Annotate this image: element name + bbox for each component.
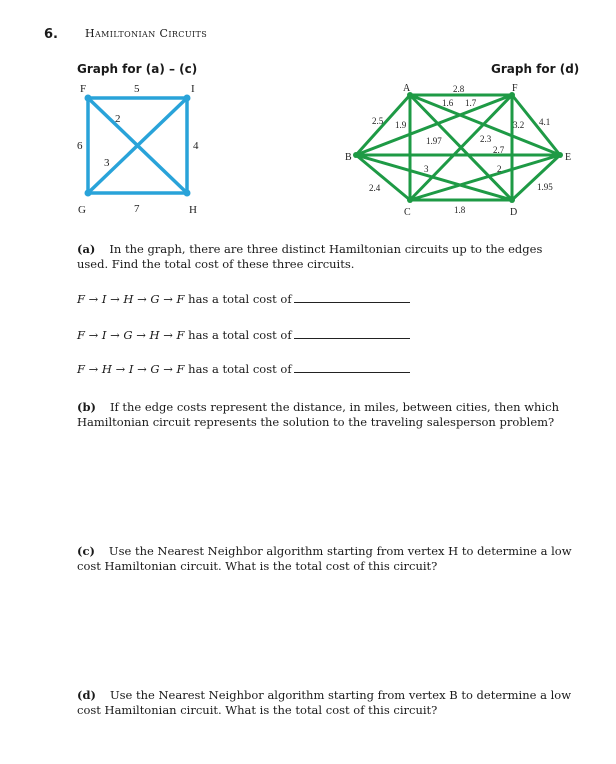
circuit-1-path: F → I → H → G → F [77,292,185,306]
w-fc-top: 1.6 [442,98,454,108]
edge-label-fg: 6 [77,140,83,152]
w-ae: 1.97 [426,136,442,146]
circuit-2-suffix: has a total cost of [188,328,292,342]
edge-label-fi: 5 [134,83,140,95]
vertex-h: H [189,204,197,216]
part-c-text: Use the Nearest Neighbor algorithm starting from vertex H to determine a low cost Hamiltonian circuit. What is the total cost of this circuit? [77,544,572,573]
vertex-c: C [404,207,411,218]
w-ac: 1.9 [395,120,407,130]
w-bd: 3 [424,164,429,174]
graph-left [60,78,220,218]
w-fc: 2.7 [493,145,505,155]
w-af: 2.8 [453,84,465,94]
part-d-label: (d) [77,688,96,702]
w-fe: 4.1 [539,117,551,127]
part-a-text: In the graph, there are three distinct Hamiltonian circuits up to the edges used. Find the total cost of these three circuits. [77,242,543,271]
answer-blank-2[interactable] [294,328,410,339]
edge-label-ig: 2 [115,113,121,125]
vertex-a: A [403,83,411,94]
w-bc: 2.4 [369,183,381,193]
vertex-b: B [345,152,352,163]
part-a [77,242,577,272]
question-title: Hamiltonian Circuits [85,27,208,40]
part-b-text: If the edge costs represent the distance, in miles, between cities, then which Hamiltonian circuit represents the solution to the traveling salesperson problem? [77,400,559,429]
vertex-i: I [191,83,195,95]
part-d [77,688,577,718]
edge-label-gh: 7 [134,203,140,215]
vertex-f-right: F [512,83,518,94]
circuit-3 [77,362,410,376]
w-cd: 1.8 [454,205,466,215]
circuit-1-suffix: has a total cost of [188,292,292,306]
w-ab: 2.5 [372,116,384,126]
edge-label-ih: 4 [193,140,199,152]
question-number: 6. [44,27,58,42]
circuit-2 [77,328,410,342]
w-ec: 2 [497,164,502,174]
answer-blank-3[interactable] [294,362,410,373]
part-c [77,544,577,574]
answer-blank-1[interactable] [294,292,410,303]
graph-right-heading: Graph for (d) [491,62,580,76]
part-a-label: (a) [77,242,96,256]
graph-left-heading: Graph for (a) – (c) [77,62,198,76]
graph-right [340,80,585,220]
vertex-f: F [80,83,87,95]
w-fb: 2.3 [480,134,492,144]
part-b [77,400,577,430]
circuit-3-suffix: has a total cost of [188,362,292,376]
vertex-e: E [565,152,572,163]
w-fd: 3.2 [513,120,525,130]
vertex-g: G [78,204,86,216]
edge-label-fh: 3 [104,157,110,169]
part-b-label: (b) [77,400,96,414]
circuit-2-path: F → I → G → H → F [77,328,185,342]
w-ad-top: 1.7 [465,98,477,108]
w-ed: 1.95 [537,182,553,192]
part-d-text: Use the Nearest Neighbor algorithm starting from vertex B to determine a low cost Hamiltonian circuit. What is the total cost of this circuit? [77,688,572,717]
vertex-d: D [510,207,518,218]
circuit-3-path: F → H → I → G → F [77,362,185,376]
circuit-1 [77,292,410,306]
part-c-label: (c) [77,544,95,558]
